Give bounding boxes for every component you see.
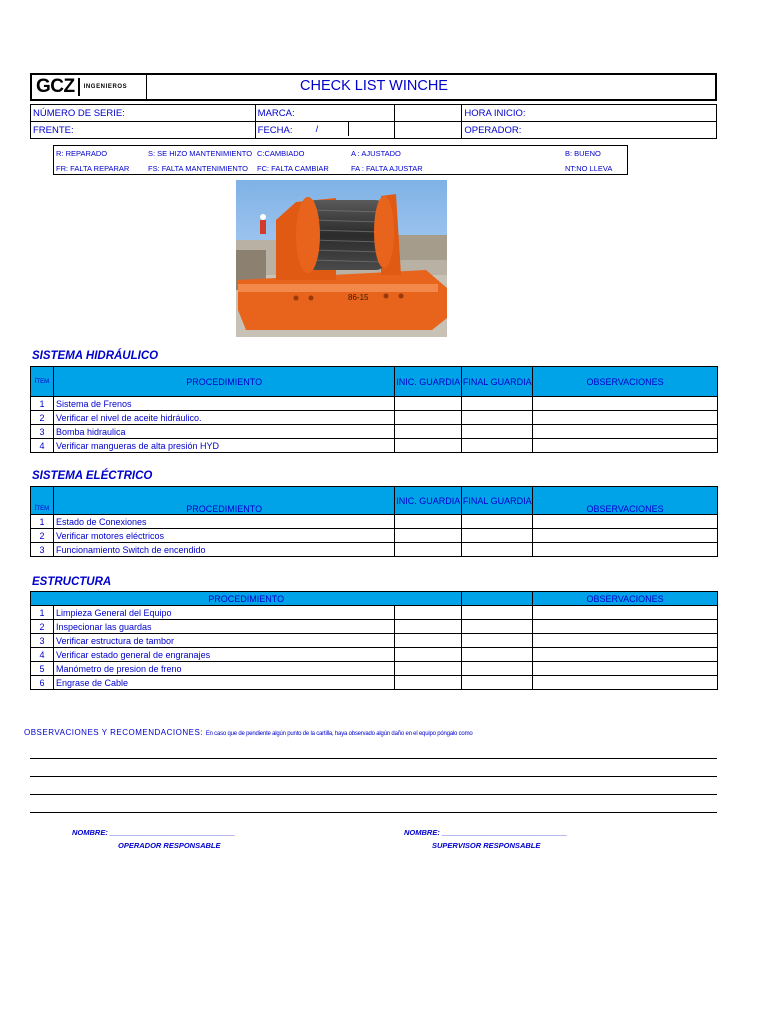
info-table — [30, 104, 717, 139]
final-cell[interactable] — [462, 620, 533, 634]
legend-c: C:CAMBIADO — [257, 149, 305, 158]
table-row — [31, 676, 718, 690]
date-value-cell[interactable] — [395, 122, 462, 139]
inic-cell[interactable] — [395, 425, 462, 439]
procedure-text: Manómetro de presion de freno — [53, 662, 394, 676]
table-row — [31, 397, 718, 411]
inic-cell[interactable] — [395, 397, 462, 411]
date-label: FECHA: — [257, 124, 293, 136]
item-number: 1 — [31, 515, 54, 529]
table-row — [31, 543, 718, 557]
legend-fs: FS: FALTA MANTENIMIENTO — [148, 164, 249, 173]
photo-plate-text: 86-15 — [348, 293, 369, 302]
inic-cell[interactable] — [395, 662, 462, 676]
item-number: 3 — [31, 543, 54, 557]
operator-name-field[interactable]: NOMBRE: ______________________________ — [72, 828, 236, 837]
table-electrico — [30, 486, 718, 557]
date-slash-2 — [348, 122, 349, 136]
legend-nt: NT:NO LLEVA — [565, 164, 613, 173]
table-row — [31, 634, 718, 648]
logo-divider — [78, 78, 80, 96]
item-number: 4 — [31, 648, 54, 662]
item-number: 3 — [31, 634, 54, 648]
obs-cell[interactable] — [533, 439, 718, 453]
legend-a: A : AJUSTADO — [351, 149, 401, 158]
front-field[interactable]: FRENTE: — [31, 122, 256, 139]
procedure-text: Verificar estructura de tambor — [53, 634, 394, 648]
header-procedimiento: PROCEDIMIENTO — [53, 487, 394, 515]
header-procedimiento: PROCEDIMIENTO — [31, 592, 462, 606]
legend-b: B: BUENO — [565, 149, 601, 158]
table-row — [31, 648, 718, 662]
table-row — [31, 620, 718, 634]
observations-label: OBSERVACIONES Y RECOMENDACIONES: — [24, 728, 204, 737]
table-row — [31, 425, 718, 439]
header-observaciones: OBSERVACIONES — [533, 367, 718, 397]
final-cell[interactable] — [462, 662, 533, 676]
serial-number-field[interactable]: NÚMERO DE SERIE: — [31, 105, 256, 122]
table-row — [31, 439, 718, 453]
final-cell[interactable] — [462, 515, 533, 529]
legend-fr: FR: FALTA REPARAR — [56, 164, 130, 173]
final-cell[interactable] — [462, 634, 533, 648]
legend-s: S: SE HIZO MANTENIMIENTO — [148, 149, 253, 158]
final-cell[interactable] — [462, 648, 533, 662]
obs-cell[interactable] — [533, 676, 718, 690]
item-number: 6 — [31, 676, 54, 690]
obs-cell[interactable] — [533, 634, 718, 648]
obs-cell[interactable] — [533, 662, 718, 676]
header-item: ÍTEM — [31, 367, 54, 397]
final-cell[interactable] — [462, 411, 533, 425]
header-observaciones: OBSERVACIONES — [533, 487, 718, 515]
winch-photo — [236, 180, 447, 337]
legend-fc: FC: FALTA CAMBIAR — [257, 164, 329, 173]
operator-role: OPERADOR RESPONSABLE — [118, 841, 221, 850]
procedure-text: Bomba hidraulica — [53, 425, 394, 439]
date-field[interactable] — [255, 122, 395, 139]
obs-cell[interactable] — [533, 543, 718, 557]
header-final-guardia: FINAL GUARDIA — [462, 487, 533, 515]
observations-note: En caso que de pendiente algún punto de la cartilla, haya observado algún daño en el equipo póngalo como — [205, 731, 473, 737]
observation-line-1[interactable] — [30, 758, 717, 759]
header-inic-guardia: INIC. GUARDIA — [395, 487, 462, 515]
item-number: 2 — [31, 411, 54, 425]
legend-r: R: REPARADO — [56, 149, 108, 158]
table-row — [31, 529, 718, 543]
status-legend — [53, 145, 628, 175]
company-logo — [36, 75, 146, 99]
brand-field[interactable]: MARCA: — [255, 105, 395, 122]
section-title-estructura: ESTRUCTURA — [32, 576, 112, 588]
start-time-field[interactable]: HORA INICIO: — [462, 105, 717, 122]
logo-sub: INGENIEROS — [83, 84, 128, 90]
inic-cell[interactable] — [395, 411, 462, 425]
procedure-text: Sistema de Frenos — [53, 397, 394, 411]
obs-cell[interactable] — [533, 425, 718, 439]
final-cell[interactable] — [462, 543, 533, 557]
procedure-text: Limpieza General del Equipo — [53, 606, 394, 620]
inic-cell[interactable] — [395, 515, 462, 529]
header-observaciones: OBSERVACIONES — [533, 592, 718, 606]
header-procedimiento: PROCEDIMIENTO — [53, 367, 394, 397]
section-title-hidraulico: SISTEMA HIDRÁULICO — [32, 350, 159, 362]
obs-cell[interactable] — [533, 606, 718, 620]
observation-line-3[interactable] — [30, 794, 717, 795]
procedure-text: Engrase de Cable — [53, 676, 394, 690]
inic-cell[interactable] — [395, 529, 462, 543]
obs-cell[interactable] — [533, 529, 718, 543]
item-number: 3 — [31, 425, 54, 439]
inic-cell[interactable] — [395, 676, 462, 690]
final-cell[interactable] — [462, 606, 533, 620]
final-cell[interactable] — [462, 397, 533, 411]
logo-main: GCZ — [36, 76, 75, 97]
observations-heading — [24, 728, 473, 737]
inic-cell[interactable] — [395, 543, 462, 557]
table-row — [31, 515, 718, 529]
legend-fa: FA : FALTA AJUSTAR — [351, 164, 423, 173]
obs-cell[interactable] — [533, 648, 718, 662]
item-number: 4 — [31, 439, 54, 453]
supervisor-role: SUPERVISOR RESPONSABLE — [432, 841, 541, 850]
table-row — [31, 606, 718, 620]
table-row — [31, 411, 718, 425]
item-number: 1 — [31, 397, 54, 411]
procedure-text: Verificar motores eléctricos — [53, 529, 394, 543]
header-inic-guardia: INIC. GUARDIA — [395, 367, 462, 397]
inic-cell[interactable] — [395, 620, 462, 634]
procedure-text: Estado de Conexiones — [53, 515, 394, 529]
observation-line-4[interactable] — [30, 812, 717, 813]
operator-field[interactable]: OPERADOR: — [462, 122, 717, 139]
obs-cell[interactable] — [533, 397, 718, 411]
table-estructura — [30, 591, 718, 690]
item-number: 2 — [31, 620, 54, 634]
observation-line-2[interactable] — [30, 776, 717, 777]
procedure-text: Verificar mangueras de alta presión HYD — [53, 439, 394, 453]
inic-cell[interactable] — [395, 648, 462, 662]
procedure-text: Verificar estado general de engranajes — [53, 648, 394, 662]
table-row — [31, 662, 718, 676]
item-number: 5 — [31, 662, 54, 676]
table-hidraulico — [30, 366, 718, 453]
inic-cell[interactable] — [395, 634, 462, 648]
obs-cell[interactable] — [533, 411, 718, 425]
item-number: 2 — [31, 529, 54, 543]
header-item: ÍTEM — [31, 487, 54, 515]
section-title-electrico: SISTEMA ELÉCTRICO — [32, 470, 153, 482]
item-number: 1 — [31, 606, 54, 620]
header-final-guardia: FINAL GUARDIA — [462, 367, 533, 397]
brand-value-cell[interactable] — [395, 105, 462, 122]
procedure-text: Funcionamiento Switch de encendido — [53, 543, 394, 557]
supervisor-name-field[interactable]: NOMBRE: ______________________________ — [404, 828, 568, 837]
final-cell[interactable] — [462, 676, 533, 690]
procedure-text: Inspecionar las guardas — [53, 620, 394, 634]
procedure-text: Verificar el nivel de aceite hidráulico. — [53, 411, 394, 425]
final-cell[interactable] — [462, 439, 533, 453]
final-cell[interactable] — [462, 529, 533, 543]
obs-cell[interactable] — [533, 515, 718, 529]
final-cell[interactable] — [462, 425, 533, 439]
inic-cell[interactable] — [395, 439, 462, 453]
date-slash-1: / — [315, 124, 319, 135]
inic-cell[interactable] — [395, 606, 462, 620]
header-blank — [462, 592, 533, 606]
page-title: CHECK LIST WINCHE — [300, 78, 448, 94]
obs-cell[interactable] — [533, 620, 718, 634]
